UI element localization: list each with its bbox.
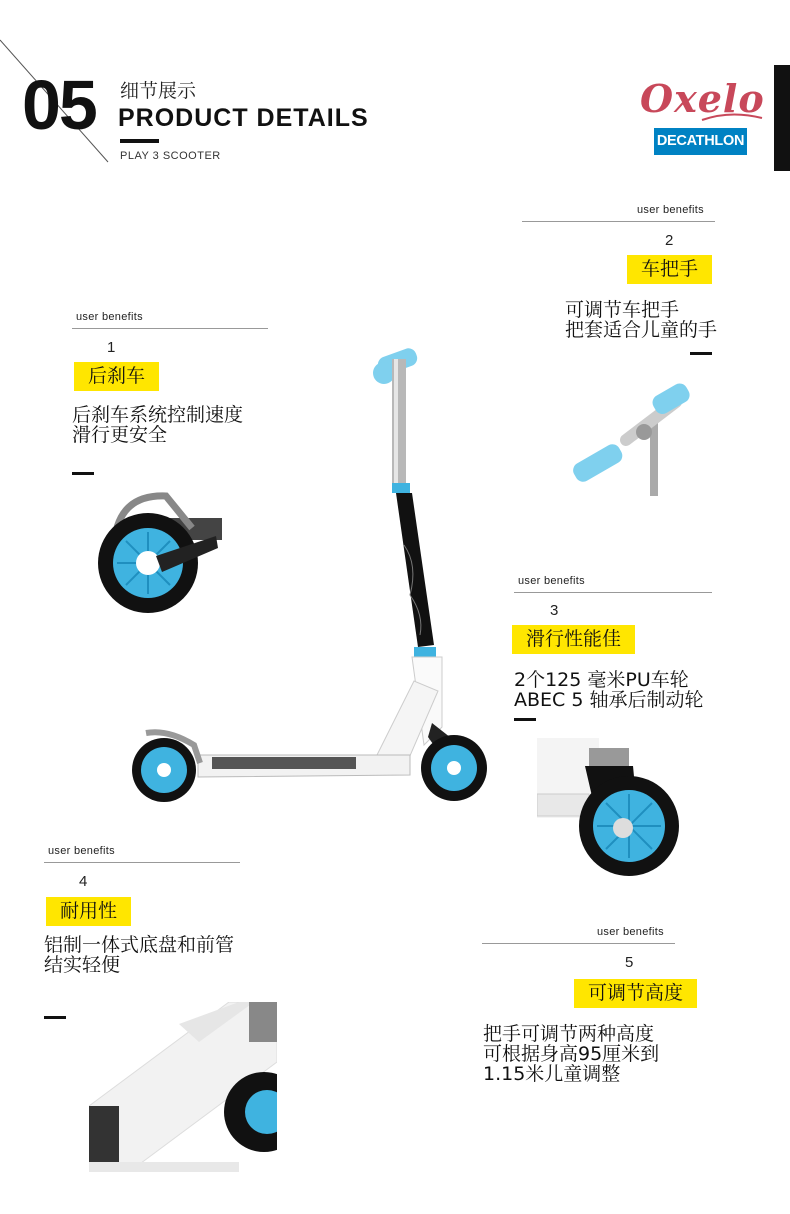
benefit-3-label: user benefits [518, 575, 585, 587]
benefit-4-index: 4 [79, 873, 88, 890]
benefit-1-index: 1 [107, 339, 116, 356]
benefit-3-dash [514, 718, 536, 721]
benefit-2-rule [522, 221, 715, 222]
benefit-5-index: 5 [625, 954, 634, 971]
benefit-3-title: 滑行性能佳 [512, 625, 635, 654]
scooter-image [128, 345, 493, 807]
benefit-5-line-3: 1.15米儿童调整 [483, 1063, 621, 1085]
benefit-2-line-1: 可调节车把手 [565, 299, 680, 321]
frame-photo [89, 1002, 277, 1172]
benefit-5-rule [482, 943, 675, 944]
benefit-5-line-1: 把手可调节两种高度 [483, 1023, 655, 1045]
benefit-1-title: 后刹车 [74, 362, 159, 391]
benefit-4-dash [44, 1016, 66, 1019]
model-name: PLAY 3 SCOOTER [120, 150, 221, 162]
edge-bar [774, 65, 790, 171]
benefit-1-line-1: 后刹车系统控制速度 [72, 404, 244, 426]
page-title: PRODUCT DETAILS [118, 104, 369, 132]
benefit-1-label: user benefits [76, 311, 143, 323]
benefit-2-dash [690, 352, 712, 355]
benefit-4-label: user benefits [48, 845, 115, 857]
front-wheel-photo [537, 738, 685, 878]
benefit-3-rule [514, 592, 712, 593]
benefit-2-index: 2 [665, 232, 674, 249]
benefit-2-label: user benefits [637, 204, 704, 216]
handlebar-photo [566, 374, 696, 496]
benefit-1-dash [72, 472, 94, 475]
logo-swoosh [700, 112, 764, 124]
benefit-4-rule [44, 862, 240, 863]
decathlon-logo: DECATHLON [654, 128, 747, 155]
section-subtitle: 细节展示 [120, 80, 197, 102]
benefit-2-title: 车把手 [627, 255, 712, 284]
benefit-3-line-2: ABEC 5 轴承后制动轮 [514, 689, 704, 711]
section-number: 05 [22, 66, 96, 144]
title-underline [120, 139, 159, 143]
benefit-5-line-2: 可根据身高95厘米到 [483, 1043, 660, 1065]
benefit-4-line-1: 铝制一体式底盘和前管 [44, 934, 235, 956]
benefit-5-label: user benefits [597, 926, 664, 938]
oxelo-logo: Oxelo [640, 76, 765, 121]
benefit-3-line-1: 2个125 毫米PU车轮 [514, 669, 689, 691]
benefit-3-index: 3 [550, 602, 559, 619]
benefit-1-rule [72, 328, 268, 329]
benefit-2-line-2: 把套适合儿童的手 [565, 319, 718, 341]
benefit-5-title: 可调节高度 [574, 979, 697, 1008]
benefit-1-line-2: 滑行更安全 [72, 424, 168, 446]
benefit-4-line-2: 结实轻便 [44, 954, 121, 976]
benefit-4-title: 耐用性 [46, 897, 131, 926]
